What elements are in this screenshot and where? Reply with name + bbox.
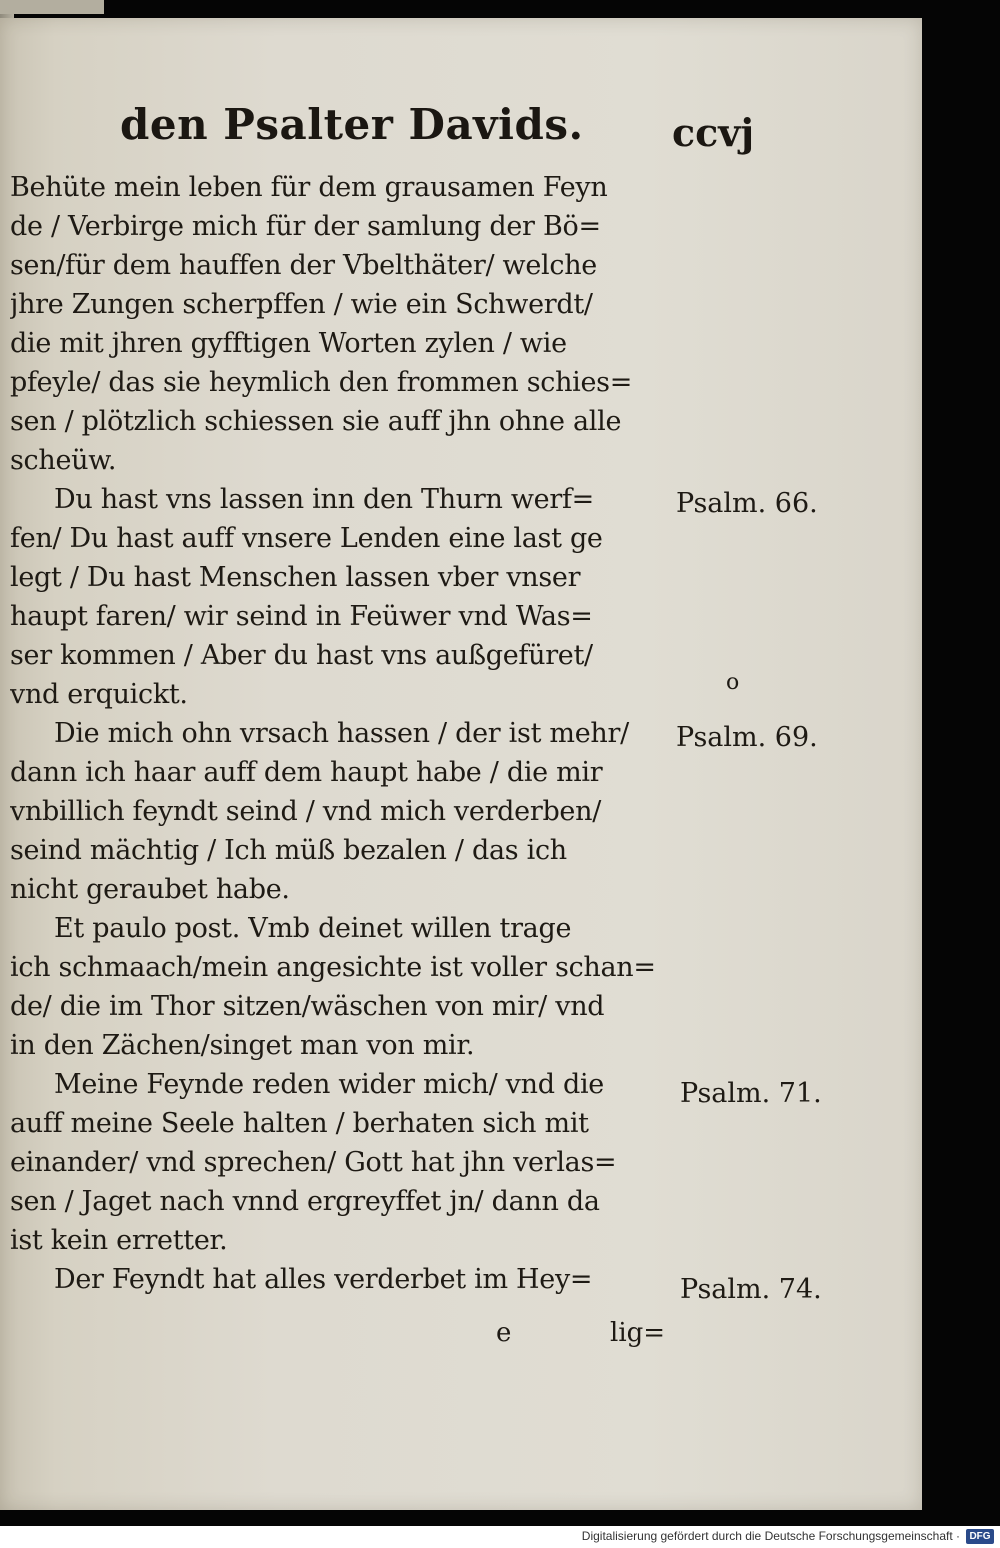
text-line: jhre Zungen scherpffen / wie ein Schwerdt/ [10, 289, 593, 320]
margin-note-psalm-74: Psalm. 74. [680, 1274, 822, 1305]
margin-note-psalm-71: Psalm. 71. [680, 1078, 822, 1109]
footer-credit: Digitalisierung gefördert durch die Deutsche Forschungsgemeinschaft · [581, 1529, 960, 1543]
text-line: nicht geraubet habe. [10, 874, 290, 905]
text-line: ich schmaach/mein angesichte ist voller schan= [10, 952, 656, 983]
text-line: Du hast vns lassen inn den Thurn werf= [54, 484, 594, 515]
text-line: dann ich haar auff dem haupt habe / die mir [10, 757, 603, 788]
text-line: Et paulo post. Vmb deinet willen trage [54, 913, 572, 944]
text-line: auff meine Seele halten / berhaten sich mit [10, 1108, 589, 1139]
catchword: lig= [610, 1318, 666, 1348]
text-line: sen/für dem hauffen der Vbelthäter/ welche [10, 250, 597, 281]
text-line: sen / Jaget nach vnnd ergreyffet jn/ dann da [10, 1186, 600, 1217]
text-line: in den Zächen/singet man von mir. [10, 1030, 475, 1061]
text-line: seind mächtig / Ich müß bezalen / das ich [10, 835, 567, 866]
text-line: ser kommen / Aber du hast vns außgefüret/ [10, 640, 593, 671]
margin-note-psalm-66: Psalm. 66. [676, 488, 818, 519]
text-line: vnd erquickt. [10, 679, 188, 710]
text-line: de / Verbirge mich für der samlung der Bö= [10, 211, 601, 242]
dfg-logo-icon: DFG [966, 1529, 994, 1544]
text-line: Meine Feynde reden wider mich/ vnd die [54, 1069, 604, 1100]
text-line: einander/ vnd sprechen/ Gott hat jhn verlas= [10, 1147, 617, 1178]
text-line: pfeyle/ das sie heymlich den frommen schies= [10, 367, 633, 398]
text-line: de/ die im Thor sitzen/wäschen von mir/ vnd [10, 991, 605, 1022]
text-line: Die mich ohn vrsach hassen / der ist mehr/ [54, 718, 629, 749]
margin-note-psalm-69: Psalm. 69. [676, 722, 818, 753]
text-line: scheüw. [10, 445, 117, 476]
text-line: sen / plötzlich schiessen sie auff jhn ohne alle [10, 406, 622, 437]
page-edge-top [0, 0, 104, 14]
text-line: legt / Du hast Menschen lassen vber vnser [10, 562, 581, 593]
stray-mark: o [726, 670, 740, 695]
text-line: Der Feyndt hat alles verderbet im Hey= [54, 1264, 593, 1295]
text-line: Behüte mein leben für dem grausamen Feyn [10, 172, 608, 203]
text-line: ist kein erretter. [10, 1225, 228, 1256]
folio-number: ccvj [672, 110, 755, 155]
footer-bar [0, 1526, 1000, 1548]
running-head: den Psalter Davids. [120, 100, 584, 149]
text-line: die mit jhren gyfftigen Worten zylen / wie [10, 328, 567, 359]
page-footer-marks [0, 1318, 680, 1358]
signature-mark: e [496, 1318, 512, 1348]
text-line: haupt faren/ wir seind in Feüwer vnd Was= [10, 601, 593, 632]
text-line: fen/ Du hast auff vnsere Lenden eine last ge [10, 523, 603, 554]
book-page [0, 18, 922, 1510]
body-text [10, 168, 670, 1299]
text-line: vnbillich feyndt seind / vnd mich verderben/ [10, 796, 601, 827]
